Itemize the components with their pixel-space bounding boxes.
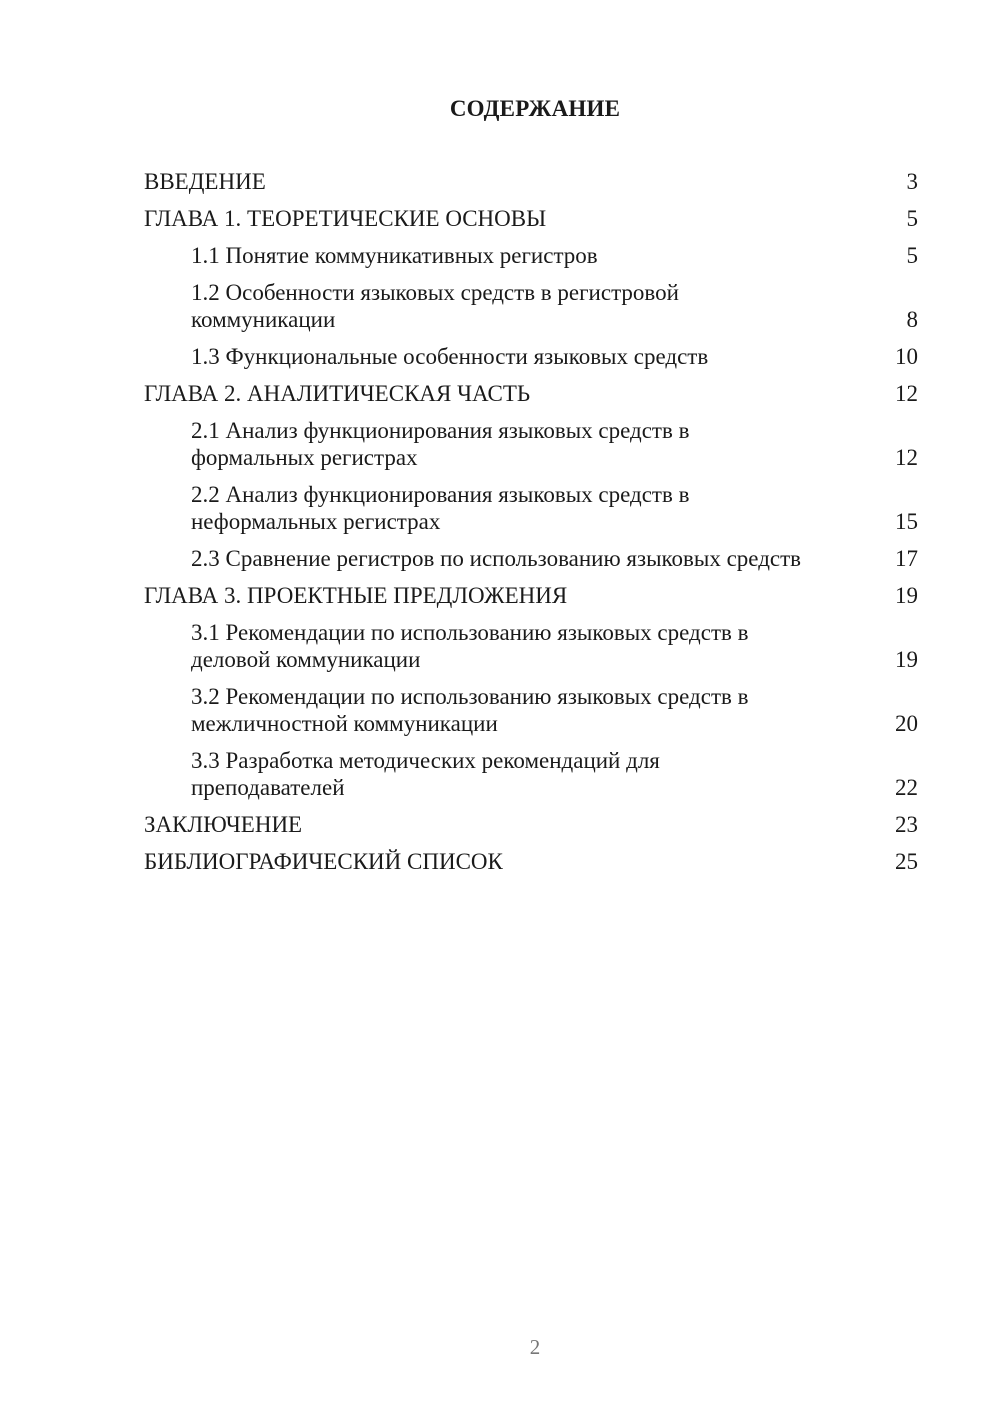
toc-entry-title: 2.3 Сравнение регистров по использованию языковых средств (191, 546, 802, 571)
table-of-contents (144, 168, 918, 885)
toc-entry-page: 19 (895, 647, 918, 672)
toc-entry-title: ЗАКЛЮЧЕНИЕ (144, 812, 303, 837)
toc-entry-title: ГЛАВА 3. ПРОЕКТНЫЕ ПРЕДЛОЖЕНИЯ (144, 583, 568, 608)
toc-entry[interactable] (144, 205, 918, 232)
toc-entry-page: 5 (906, 243, 918, 268)
toc-entry-page: 25 (895, 849, 918, 874)
toc-entry[interactable] (144, 747, 918, 801)
toc-entry-page: 15 (895, 509, 918, 534)
toc-entry-page: 17 (895, 546, 918, 571)
toc-entry-title: 3.2 Рекомендации по использованию языковых средств в межличностной коммуникации (191, 684, 749, 736)
toc-entry[interactable] (144, 242, 918, 269)
toc-entry-page: 3 (906, 169, 918, 194)
toc-entry-title: 1.2 Особенности языковых средств в регистровой коммуникации (191, 280, 679, 332)
toc-entry-title: ГЛАВА 2. АНАЛИТИЧЕСКАЯ ЧАСТЬ (144, 381, 531, 406)
toc-entry-page: 22 (895, 775, 918, 800)
toc-entry[interactable] (144, 582, 918, 609)
toc-entry-title: ВВЕДЕНИЕ (144, 169, 266, 194)
toc-entry-title: 2.1 Анализ функционирования языковых средств в формальных регистрах (191, 418, 690, 470)
toc-entry[interactable] (144, 279, 918, 333)
toc-entry-title: БИБЛИОГРАФИЧЕСКИЙ СПИСОК (144, 849, 503, 874)
toc-entry[interactable] (144, 481, 918, 535)
toc-entry-page: 8 (906, 307, 918, 332)
toc-entry[interactable] (144, 380, 918, 407)
toc-entry-title: ГЛАВА 1. ТЕОРЕТИЧЕСКИЕ ОСНОВЫ (144, 206, 547, 231)
toc-entry[interactable] (144, 811, 918, 838)
toc-entry[interactable] (144, 683, 918, 737)
toc-entry-page: 12 (895, 381, 918, 406)
toc-entry-title: 1.1 Понятие коммуникативных регистров (191, 243, 598, 268)
toc-entry[interactable] (144, 619, 918, 673)
toc-entry-title: 3.1 Рекомендации по использованию языковых средств в деловой коммуникации (191, 620, 749, 672)
toc-entry[interactable] (144, 848, 918, 875)
toc-entry-page: 10 (895, 344, 918, 369)
toc-entry[interactable] (144, 343, 918, 370)
toc-entry-page: 5 (906, 206, 918, 231)
toc-entry-title: 1.3 Функциональные особенности языковых средств (191, 344, 709, 369)
page-title: СОДЕРЖАНИЕ (449, 96, 621, 121)
toc-entry-title: 3.3 Разработка методических рекомендаций для преподавателей (191, 748, 660, 800)
page-number: 2 (529, 1335, 541, 1359)
toc-entry-page: 19 (895, 583, 918, 608)
toc-entry[interactable] (144, 168, 918, 195)
toc-entry-title: 2.2 Анализ функционирования языковых средств в неформальных регистрах (191, 482, 690, 534)
toc-entry-page: 20 (895, 711, 918, 736)
toc-entry[interactable] (144, 417, 918, 471)
toc-entry[interactable] (144, 545, 918, 572)
toc-entry-page: 23 (895, 812, 918, 837)
toc-entry-page: 12 (895, 445, 918, 470)
